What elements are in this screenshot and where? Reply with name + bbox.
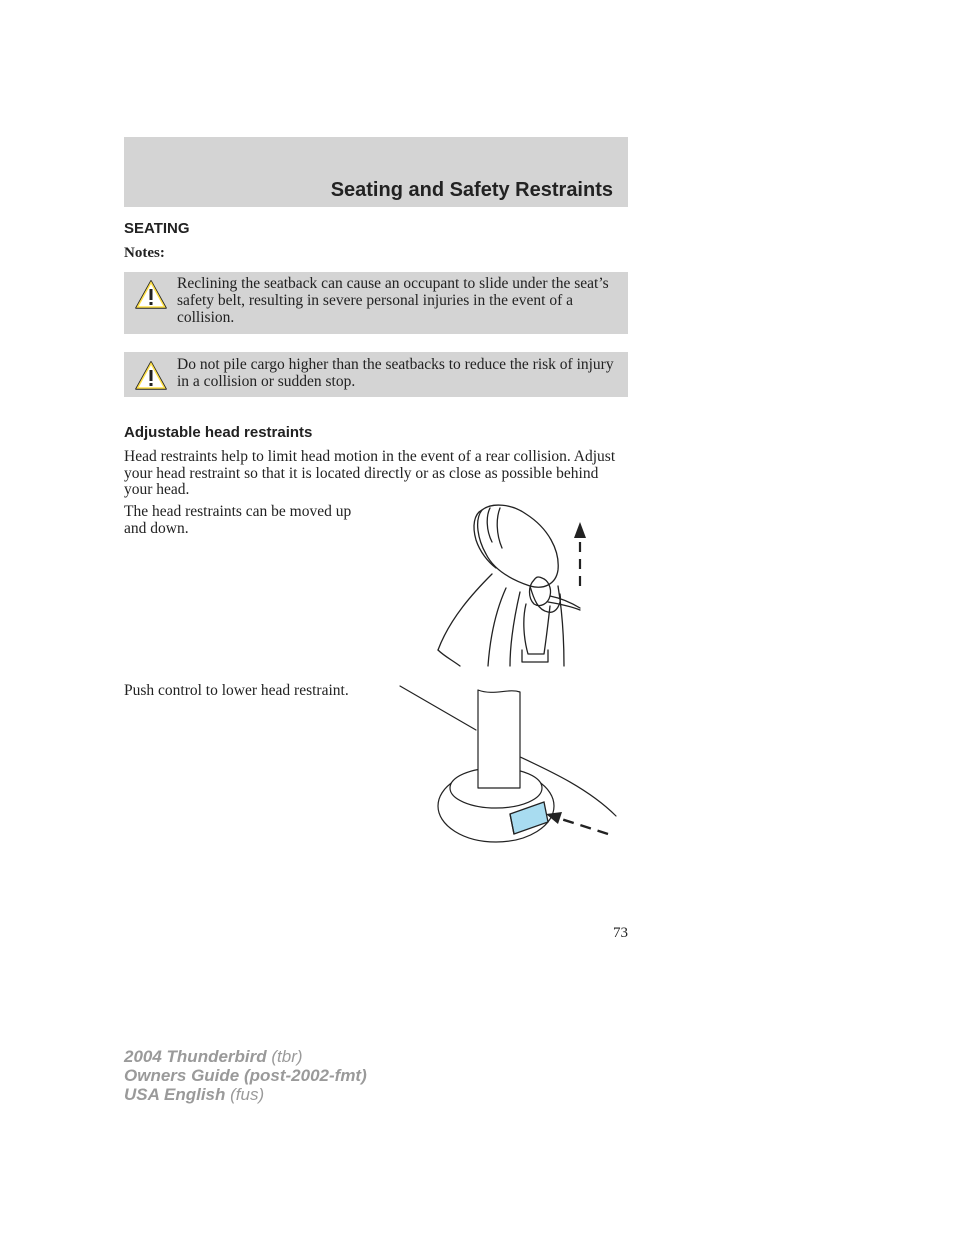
footer-line-1: 2004 Thunderbird (tbr)	[124, 1047, 303, 1066]
move-paragraph: The head restraints can be moved up and down.	[124, 503, 352, 537]
warning-box-cargo	[124, 352, 628, 397]
subsection-heading: Adjustable head restraints	[124, 424, 313, 441]
notes-label: Notes:	[124, 245, 165, 261]
intro-paragraph: Head restraints help to limit head motion in the event of a rear collision. Adjust your head restraint so that it is located directly or as close as possible behind your head.	[124, 448, 616, 498]
warning-text: Do not pile cargo higher than the seatbacks to reduce the risk of injury in a collision or sudden stop.	[177, 356, 614, 390]
warning-triangle-icon	[134, 360, 168, 392]
footer-line-2: Owners Guide (post-2002-fmt)	[124, 1066, 367, 1085]
section-heading: SEATING	[124, 220, 190, 237]
footer-line-3: USA English (fus)	[124, 1085, 265, 1104]
page-number: 73	[613, 925, 628, 941]
footer	[124, 1047, 367, 1104]
header-band	[124, 137, 628, 207]
page-section-title: Seating and Safety Restraints	[330, 179, 613, 201]
warning-box-recline	[124, 272, 628, 334]
head-restraint-illustration	[430, 500, 590, 668]
warning-text: Reclining the seatback can cause an occupant to slide under the seat’s safety belt, resulting in severe personal injuries in the event of a collision.	[177, 275, 609, 326]
warning-triangle-icon	[134, 279, 168, 311]
push-control-illustration	[398, 684, 620, 846]
push-arrow-icon	[546, 812, 608, 834]
push-paragraph: Push control to lower head restraint.	[124, 682, 349, 699]
up-arrow-icon	[574, 522, 586, 586]
